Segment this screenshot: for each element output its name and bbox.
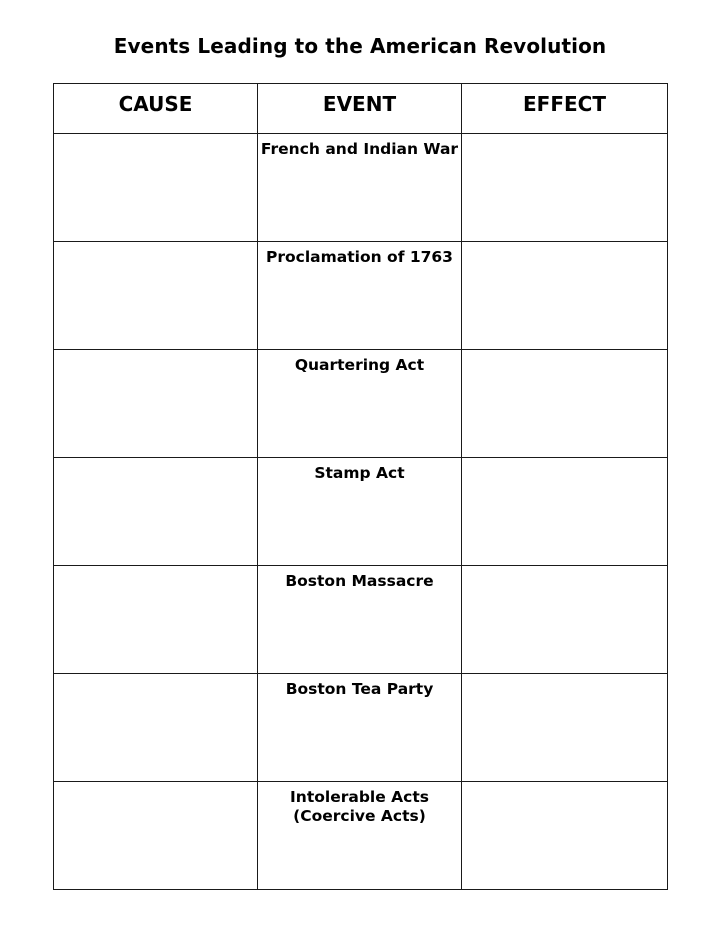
event-cell [258,242,462,350]
cause-cell[interactable] [54,782,258,890]
effect-cell[interactable] [462,134,668,242]
event-cell [258,674,462,782]
effect-cell[interactable] [462,458,668,566]
effect-cell[interactable] [462,242,668,350]
event-cell [258,458,462,566]
table-row [54,458,668,566]
table-row [54,782,668,890]
event-cell [258,350,462,458]
effect-cell[interactable] [462,350,668,458]
event-label: Intolerable Acts (Coercive Acts) [290,788,429,825]
header-row [54,84,668,134]
header-effect: EFFECT [462,84,668,134]
table-row [54,674,668,782]
cause-cell[interactable] [54,350,258,458]
header-event: EVENT [258,84,462,134]
event-label: Quartering Act [294,356,425,374]
effect-cell[interactable] [462,674,668,782]
cause-cell[interactable] [54,458,258,566]
cause-effect-table [53,83,668,890]
cause-cell[interactable] [54,242,258,350]
event-cell [258,134,462,242]
table-row [54,134,668,242]
effect-cell[interactable] [462,782,668,890]
event-cell [258,782,462,890]
table-row [54,350,668,458]
event-label: Boston Massacre [285,572,434,590]
table-row [54,242,668,350]
event-label: French and Indian War [260,140,459,158]
event-cell [258,566,462,674]
table-row [54,566,668,674]
effect-cell[interactable] [462,566,668,674]
cause-cell[interactable] [54,566,258,674]
header-cause: CAUSE [54,84,258,134]
event-label: Stamp Act [314,464,405,482]
page-title: Events Leading to the American Revolution [113,34,607,58]
cause-cell[interactable] [54,134,258,242]
cause-cell[interactable] [54,674,258,782]
event-label: Proclamation of 1763 [266,248,453,266]
event-label: Boston Tea Party [285,680,434,698]
